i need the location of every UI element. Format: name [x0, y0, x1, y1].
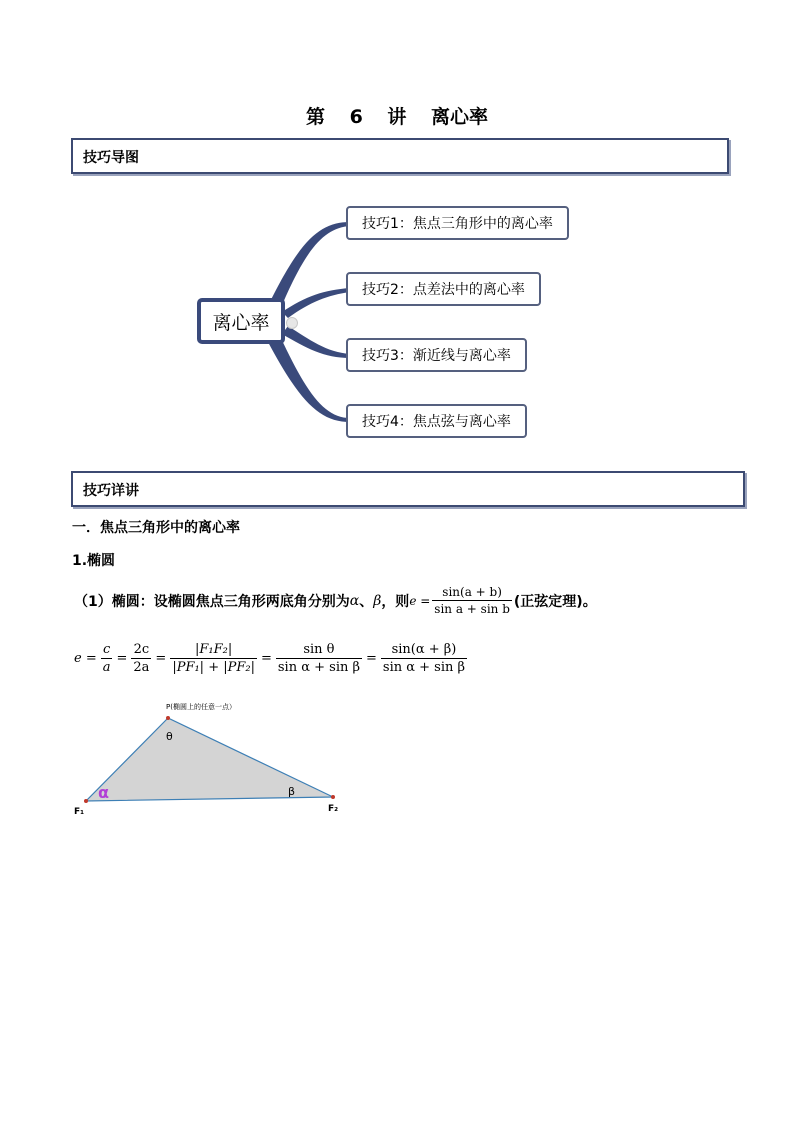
frac-den: sin α + sin β [382, 660, 466, 675]
mindmap-leaf-3: 技巧3：渐近线与离心率 [346, 338, 527, 372]
point-p [166, 716, 170, 720]
equals-sign: = [155, 651, 167, 666]
frac-num: sin θ [276, 642, 362, 659]
label-alpha: α [98, 783, 109, 802]
para-prefix: （1）椭圆：设椭圆焦点三角形两底角分别为 [74, 593, 350, 610]
point-f2 [331, 795, 335, 799]
triangle-shape [86, 718, 333, 801]
frac-num: |F₁F₂| [170, 642, 257, 659]
beta-symbol: β [373, 592, 382, 609]
section-header-details [71, 471, 745, 507]
frac-den: a [102, 660, 111, 675]
frac-sin-theta [276, 642, 362, 675]
para-sep: 、 [359, 593, 374, 610]
heading-focal-triangle: 一．焦点三角形中的离心率 [72, 520, 240, 536]
frac-num: sin(α + β) [381, 642, 467, 659]
frac-sin-sum [381, 642, 467, 675]
label-theta: θ [166, 730, 173, 743]
page-title: 第 6 讲 离心率 [305, 106, 489, 128]
frac-2c-2a [131, 642, 151, 675]
alpha-symbol: α [349, 592, 360, 609]
focal-triangle-figure [70, 700, 360, 820]
frac-c-a [101, 642, 113, 675]
collapse-knob-icon [286, 317, 298, 329]
equals-sign: = [116, 651, 128, 666]
label-p: P(椭圆上的任意一点） [166, 703, 236, 711]
frac-focal-distance [170, 642, 257, 675]
mindmap-leaf-1: 技巧1：焦点三角形中的离心率 [346, 206, 569, 240]
mindmap-leaf-2: 技巧2：点差法中的离心率 [346, 272, 541, 306]
section-label: 技巧导图 [83, 150, 139, 166]
branch-2 [282, 288, 350, 318]
frac-num: c [101, 642, 113, 659]
e-equals: e = [409, 593, 431, 608]
equals-sign: = [260, 651, 272, 666]
label-f2: F₂ [328, 804, 339, 814]
point-f1 [84, 799, 88, 803]
frac-num: 2c [131, 642, 151, 659]
label-f1: F₁ [74, 807, 85, 817]
heading-ellipse: 1.椭圆 [72, 553, 116, 569]
mindmap-leaf-4: 技巧4：焦点弦与离心率 [346, 404, 527, 438]
section-header-mindmap [71, 138, 729, 174]
label-beta: β [288, 785, 296, 798]
frac-den: sin α + sin β [277, 660, 360, 675]
para-suffix: (正弦定理)。 [513, 593, 597, 610]
formula-lhs: e = [74, 651, 97, 666]
branch-3 [282, 326, 350, 358]
equals-sign: = [366, 651, 377, 666]
para-then: ，则 [381, 593, 410, 610]
eccentricity-formula [74, 642, 467, 675]
paragraph-ellipse-rule [74, 585, 597, 616]
sine-fraction [432, 585, 512, 616]
branch-1 [268, 222, 350, 310]
section-label: 技巧详讲 [83, 483, 139, 499]
frac-den: |PF₁| + |PF₂| [172, 660, 255, 675]
frac-den: 2a [133, 660, 150, 675]
mindmap-center-node: 离心率 [197, 298, 285, 344]
sine-fraction-den: sin a + sin b [434, 602, 510, 616]
sine-fraction-num: sin(a + b) [432, 585, 512, 601]
branch-4 [268, 336, 350, 422]
